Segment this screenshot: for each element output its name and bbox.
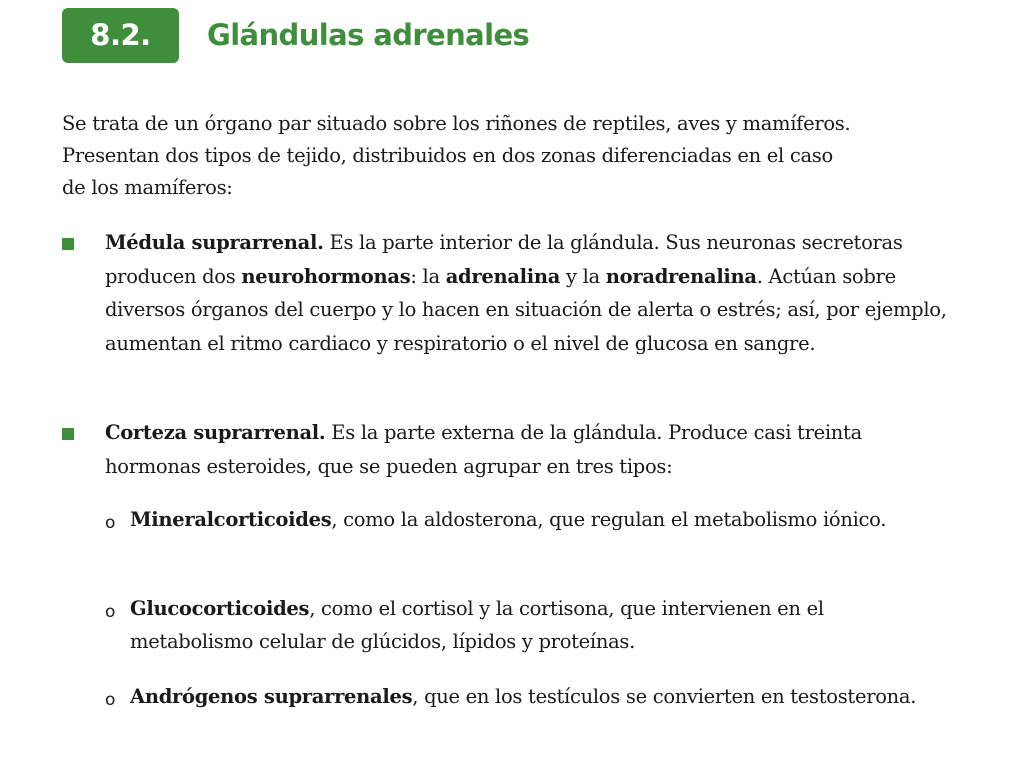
bullet-body: Es la parte interior de la glándula. Sus neuronas secretoras producen dos: [105, 231, 903, 288]
bullet-item-corteza: [62, 416, 952, 483]
sub-item-body: , como el cortisol y la cortisona, que intervienen en el metabolismo celular de glúcidos, lípidos y proteínas.: [130, 597, 824, 653]
square-bullet-icon: [62, 428, 74, 440]
intro-paragraph: Se trata de un órgano par situado sobre los riñones de reptiles, aves y mamíferos. Presentan dos tipos de tejido, distribuidos en dos zonas diferenciadas en el caso de los mamíferos:: [62, 112, 851, 199]
bullet-item-medula: [62, 226, 952, 360]
sub-item-text: [130, 503, 935, 536]
bullet-body: y la: [560, 264, 606, 288]
bullet-body: Es la parte externa de la glándula. Produce casi treinta hormonas esteroides, que se pueden agrupar en tres tipos:: [105, 421, 862, 478]
sub-item-glucocorticoides: [105, 592, 935, 658]
section-title: Glándulas adrenales: [207, 18, 530, 52]
bullet-body: : la: [410, 264, 446, 288]
sub-item-mineralcorticoides: [105, 503, 935, 536]
sub-item-term: Andrógenos suprarrenales: [130, 685, 413, 708]
bold-term: neurohormonas: [241, 264, 411, 288]
circle-bullet-icon: o: [105, 690, 116, 710]
bullet-term: Médula suprarrenal.: [105, 231, 324, 254]
sub-item-term: Mineralcorticoides: [130, 508, 332, 531]
circle-bullet-icon: o: [105, 513, 116, 533]
sub-item-text: [130, 592, 935, 658]
section-number-badge: 8.2.: [62, 8, 179, 63]
sub-item-term: Glucocorticoides: [130, 597, 310, 620]
sub-item-text: [130, 680, 935, 713]
sub-item-androgenos: [105, 680, 935, 713]
bullet-text: [105, 416, 952, 483]
bold-term: adrenalina: [445, 264, 561, 288]
square-bullet-icon: [62, 238, 74, 250]
bullet-body: . Actúan sobre diversos órganos del cuerpo y lo hacen en situación de alerta o estrés; así, por ejemplo, aumentan el ritmo cardiaco y respiratorio o el nivel de glucosa en sangre.: [105, 264, 947, 355]
bullet-text: [105, 226, 952, 360]
bold-term: noradrenalina: [605, 264, 757, 288]
sub-item-body: , que en los testículos se convierten en testosterona.: [412, 685, 917, 708]
section-header: [62, 7, 529, 63]
sub-item-body: , como la aldosterona, que regulan el metabolismo iónico.: [331, 508, 887, 531]
circle-bullet-icon: o: [105, 602, 116, 622]
bullet-term: Corteza suprarrenal.: [105, 421, 326, 444]
